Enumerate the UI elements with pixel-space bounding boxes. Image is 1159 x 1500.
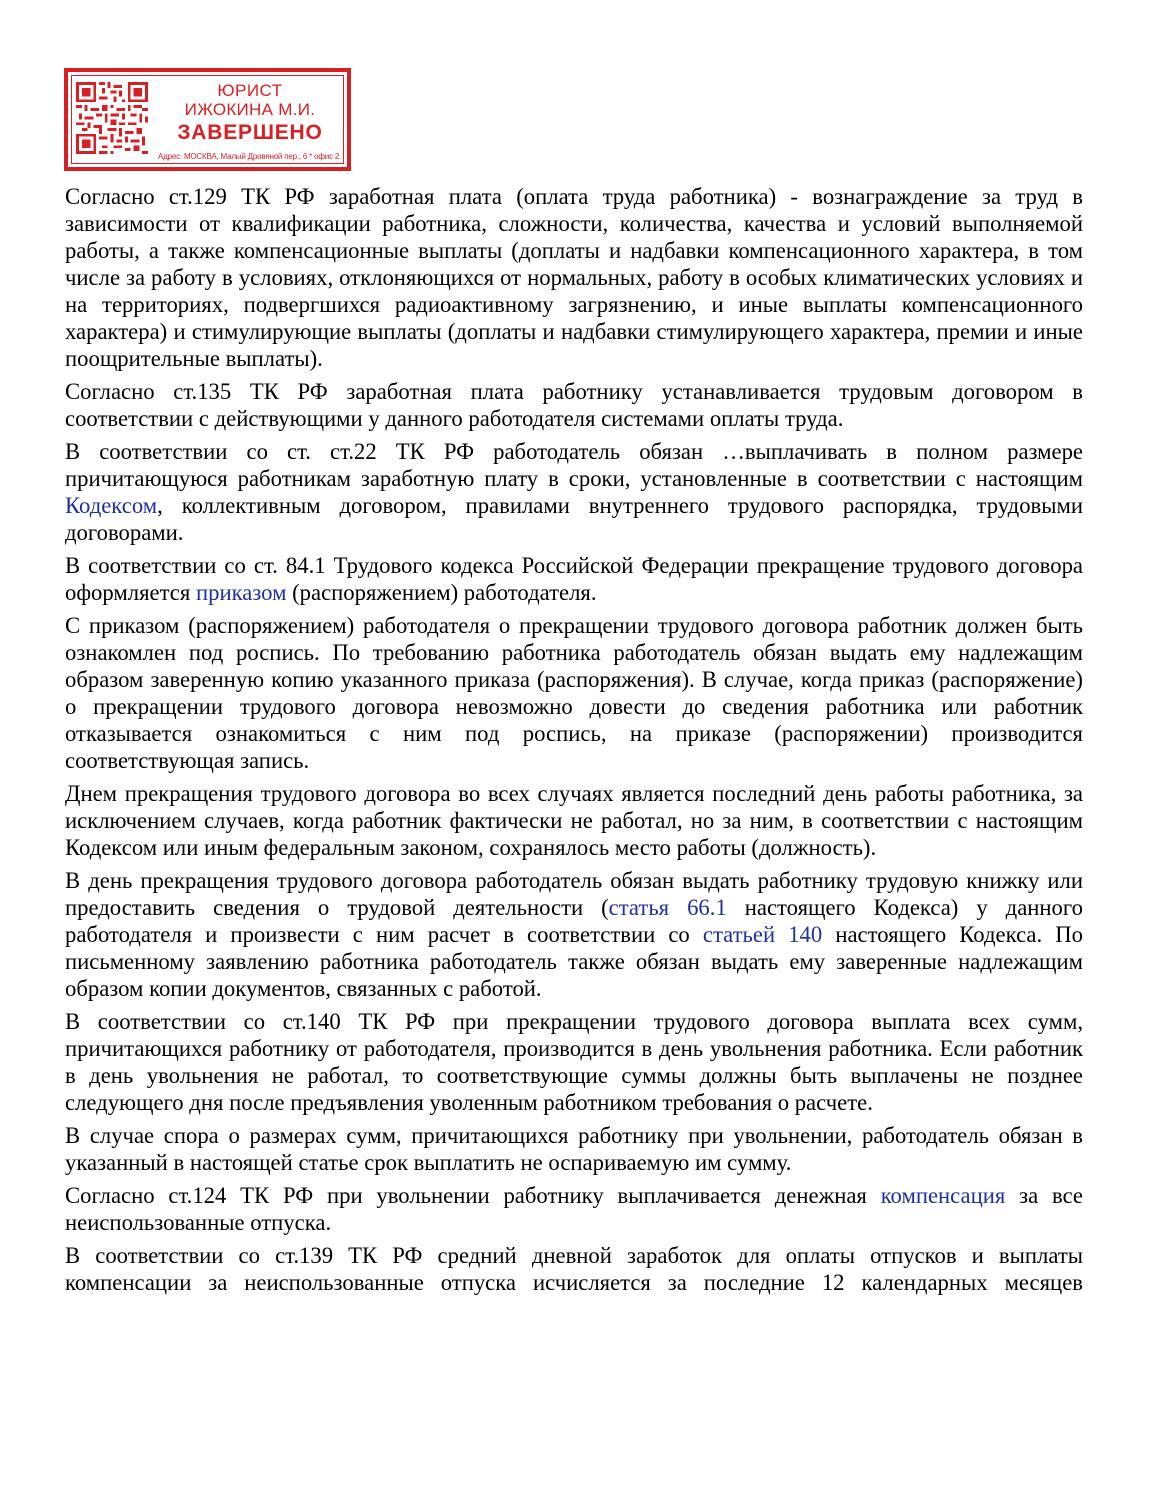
link-kompensaciya[interactable]: компенсация <box>880 1183 1006 1208</box>
stamp-title-line1: ЮРИСТ <box>217 81 283 100</box>
stamp-address: Адрес: МОСКВА, Малый Дровяной пер., 6 * офис 2 <box>158 152 340 161</box>
paragraph-order-acknowledgement: С приказом (распоряжением) работодателя о прекращении трудового договора работник должен быть ознакомлен под роспись. По требованию работника работодатель обязан выдать ему надлежащим образом заверенную копию указанного приказа (распоряжения). В случае, когда приказ (распоряжение) о прекращении трудового договора невозможно довести до сведения работника или работник отказывается ознакомиться с ним под роспись, на приказе (распоряжении) производится соответствующая запись. <box>65 613 1083 773</box>
paragraph-text: В соответствии со ст. ст.22 ТК РФ работодатель обязан …выплачивать в полном размере причитающуюся работникам заработную плату в сроки, установленные в соответствии с настоящим <box>65 439 1083 491</box>
paragraph-dispute: В случае спора о размерах сумм, причитающихся работнику при увольнении, работодатель обязан в указанный в настоящей статье срок выплатить не оспариваемую им сумму. <box>65 1123 1083 1175</box>
paragraph-art-135: Согласно ст.135 ТК РФ заработная плата работнику устанавливается трудовым договором в соответствии с действующими у данного работодателя системами оплаты труда. <box>65 379 1083 431</box>
paragraph-text: настоящего Кодекса. По письменному заявлению работника работодатель также обязан выдать ему заверенные надлежащим образом копии документов, связанных с работой. <box>65 922 1083 1001</box>
paragraph-text: (распоряжением) работодателя. <box>286 580 597 605</box>
link-article-66-1[interactable]: статья 66.1 <box>608 895 727 920</box>
paragraph-art-84-1 <box>65 552 1083 606</box>
qr-code-icon <box>76 82 148 154</box>
paragraph-text: Согласно ст.124 ТК РФ при увольнении работнику выплачивается денежная <box>65 1183 881 1208</box>
stamp-title-line2: ИЖОКИНА М.И. <box>184 100 316 119</box>
paragraph-art-140: В соответствии со ст.140 ТК РФ при прекращении трудового договора выплата всех сумм, причитающихся работнику от работодателя, производится в день увольнения работника. Если работник в день увольнения не работал, то соответствующие суммы должны быть выплачены не позднее следующего дня после предъявления уволенным работником требования о расчете. <box>65 1009 1083 1115</box>
paragraph-work-book <box>65 867 1083 1002</box>
paragraph-text: В соответствии со ст. 84.1 Трудового кодекса Российской Федерации прекращение трудового договора оформляется <box>65 553 1083 605</box>
link-prikazom[interactable]: приказом <box>195 580 287 605</box>
paragraph-art-22 <box>65 438 1083 546</box>
paragraph-text: В день прекращения трудового договора работодатель обязан выдать работнику трудовую книжку или предоставить сведения о трудовой деятельности ( <box>65 868 1083 920</box>
link-article-140[interactable]: статьей 140 <box>702 922 823 947</box>
document-body <box>65 183 1083 1296</box>
paragraph-text: , коллективным договором, правилами внутреннего трудового распорядка, трудовыми договорами. <box>65 493 1083 545</box>
stamp-status: ЗАВЕРШЕНО <box>177 121 323 144</box>
stamp <box>64 68 351 171</box>
paragraph-art-139: В соответствии со ст.139 ТК РФ средний дневной заработок для оплаты отпусков и выплаты компенсации за неиспользованные отпуска исчисляется за последние 12 календарных месяцев <box>65 1243 1083 1295</box>
paragraph-text: за все неиспользованные отпуска. <box>65 1183 1083 1235</box>
link-kodeksom[interactable]: Кодексом <box>65 493 158 518</box>
paragraph-termination-day: Днем прекращения трудового договора во всех случаях является последний день работы работника, за исключением случаев, когда работник фактически не работал, но за ним, в соответствии с настоящим Кодексом или иным федеральным законом, сохранялось место работы (должность). <box>65 781 1083 860</box>
paragraph-art-124 <box>65 1182 1083 1236</box>
paragraph-text: настоящего Кодекса) у данного работодателя и произвести с ним расчет в соответствии со <box>65 895 1083 947</box>
paragraph-art-129: Согласно ст.129 ТК РФ заработная плата (оплата труда работника) - вознаграждение за труд в зависимости от квалификации работника, сложности, количества, качества и условий выполняемой работы, а также компенсационные выплаты (доплаты и надбавки компенсационного характера, в том числе за работу в условиях, отклоняющихся от нормальных, работу в особых климатических условиях и на территориях, подвергшихся радиоактивному загрязнению, и иные выплаты компенсационного характера) и стимулирующие выплаты (доплаты и надбавки стимулирующего характера, премии и иные поощрительные выплаты). <box>65 184 1083 371</box>
